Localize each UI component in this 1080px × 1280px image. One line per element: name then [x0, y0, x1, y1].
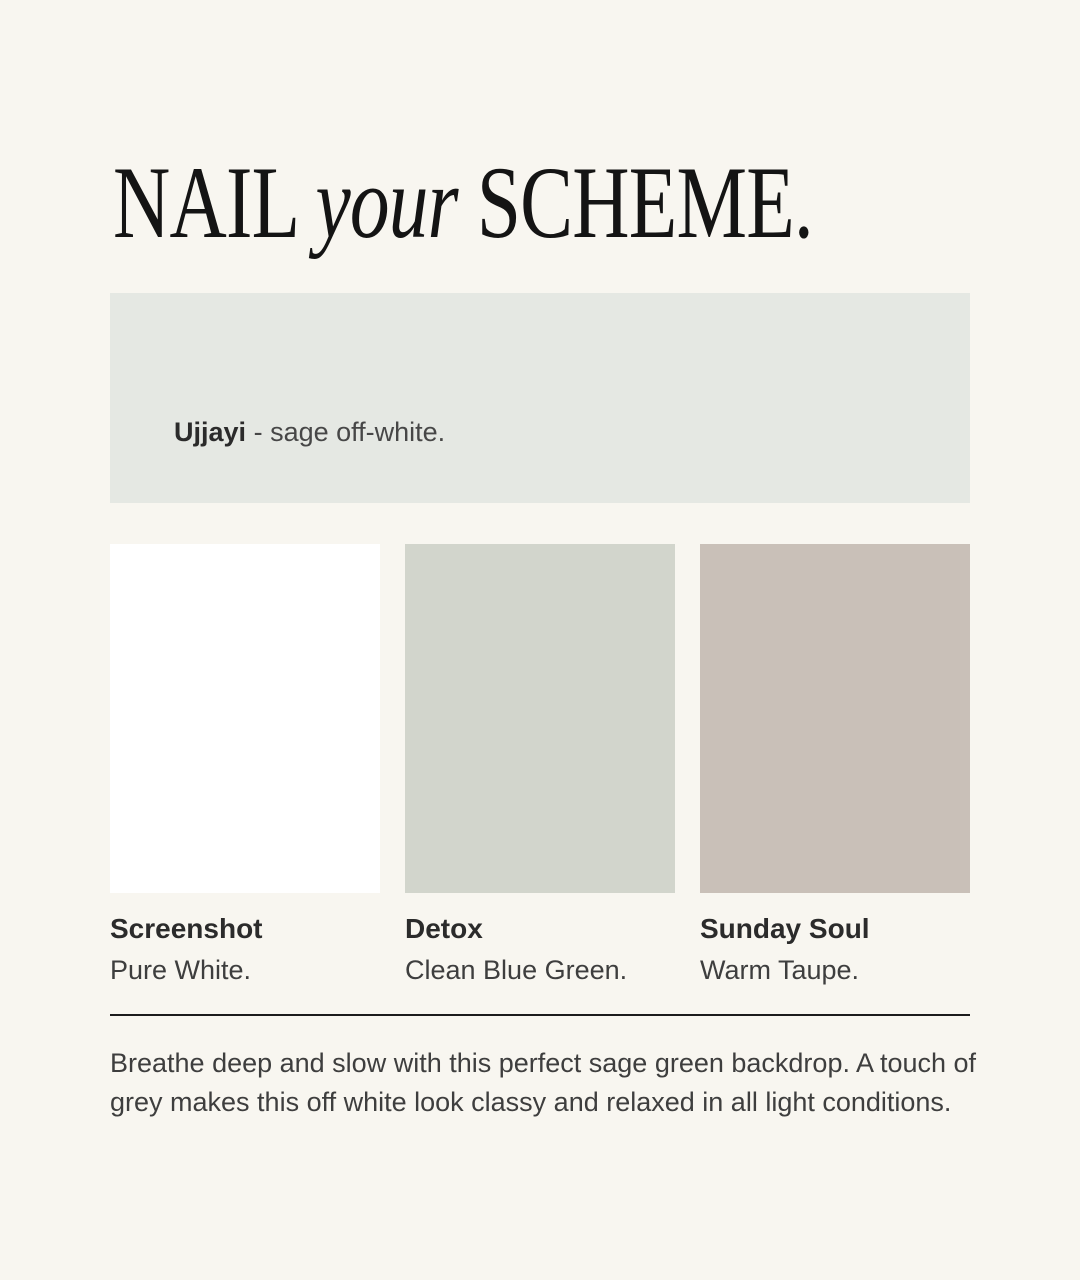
color-chip-sunday-soul: [700, 544, 970, 893]
title-part-3: SCHEME.: [457, 146, 813, 260]
divider-line: [110, 1014, 970, 1016]
hero-swatch-name: Ujjayi: [174, 417, 247, 447]
hero-swatch-description: sage off-white.: [270, 417, 446, 447]
chip-description: Pure White.: [110, 954, 252, 985]
chip-description: Clean Blue Green.: [405, 954, 628, 985]
palette-card-sunday-soul: [700, 544, 970, 985]
color-chip-screenshot: [110, 544, 380, 893]
chip-name: Screenshot: [110, 913, 263, 944]
color-chip-detox: [405, 544, 675, 893]
page-title: [113, 146, 813, 260]
hero-swatch: [110, 293, 970, 503]
chip-name: Sunday Soul: [700, 913, 870, 944]
hero-swatch-separator: -: [246, 417, 271, 447]
hero-swatch-label: [129, 386, 445, 479]
title-part-1: NAIL: [113, 146, 316, 260]
chip-name: Detox: [405, 913, 483, 944]
description-paragraph: Breathe deep and slow with this perfect sage green backdrop. A touch of grey makes this off white look classy and relaxed in all light conditions.: [110, 1048, 977, 1117]
title-part-accent: your: [315, 146, 458, 260]
chip-description: Warm Taupe.: [700, 954, 860, 985]
palette-row: [110, 544, 970, 985]
palette-card-detox: [405, 544, 675, 985]
palette-card-screenshot: [110, 544, 380, 985]
